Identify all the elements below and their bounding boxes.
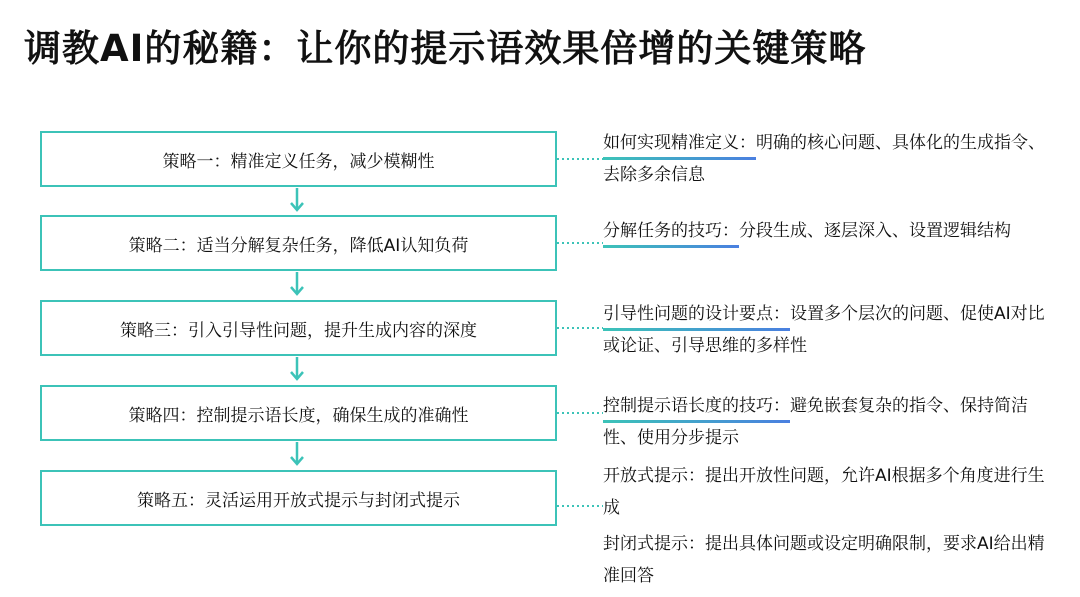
strategy-box-4: [40, 385, 557, 441]
strategy-box-2: [40, 215, 557, 271]
note-3: [603, 298, 1053, 362]
down-arrow-icon: [289, 357, 305, 382]
dotted-connector: [557, 326, 603, 330]
dotted-connector: [557, 411, 603, 415]
note-open-prompt: 开放式提示：提出开放性问题，允许AI根据多个角度进行生成: [603, 466, 1045, 518]
note-5: [603, 460, 1053, 592]
note-heading: 引导性问题的设计要点：: [603, 298, 790, 330]
note-2: [603, 215, 1053, 247]
strategy-label: 策略三：引入引导性问题，提升生成内容的深度: [120, 320, 477, 341]
down-arrow-icon: [289, 188, 305, 213]
note-closed-prompt: 封闭式提示：提出具体问题或设定明确限制，要求AI给出精准回答: [603, 534, 1045, 586]
page-title: 调教AI的秘籍：让你的提示语效果倍增的关键策略: [24, 27, 867, 70]
note-1: [603, 127, 1053, 191]
strategy-label: 策略五：灵活运用开放式提示与封闭式提示: [137, 490, 460, 511]
note-heading: 控制提示语长度的技巧：: [603, 390, 790, 422]
note-body: 明确的核心问题、具体化的生成指令、去除多余信息: [603, 133, 1045, 185]
dotted-connector: [557, 241, 603, 245]
note-4: [603, 390, 1053, 454]
strategy-box-3: [40, 300, 557, 356]
note-body: 分段生成、逐层深入、设置逻辑结构: [739, 221, 1011, 241]
strategy-label: 策略二：适当分解复杂任务，降低AI认知负荷: [128, 235, 469, 256]
strategy-label: 策略一：精准定义任务，减少模糊性: [162, 151, 435, 172]
strategy-box-5: [40, 470, 557, 526]
strategy-label: 策略四：控制提示语长度，确保生成的准确性: [128, 405, 469, 426]
dotted-connector: [557, 504, 603, 508]
dotted-connector: [557, 157, 603, 161]
note-body: 避免嵌套复杂的指令、保持简洁性、使用分步提示: [603, 396, 1028, 448]
note-heading: 如何实现精准定义：: [603, 127, 756, 159]
strategy-box-1: [40, 131, 557, 187]
down-arrow-icon: [289, 272, 305, 297]
down-arrow-icon: [289, 442, 305, 467]
note-heading: 分解任务的技巧：: [603, 215, 739, 247]
note-body: 设置多个层次的问题、促使AI对比或论证、引导思维的多样性: [603, 304, 1045, 356]
